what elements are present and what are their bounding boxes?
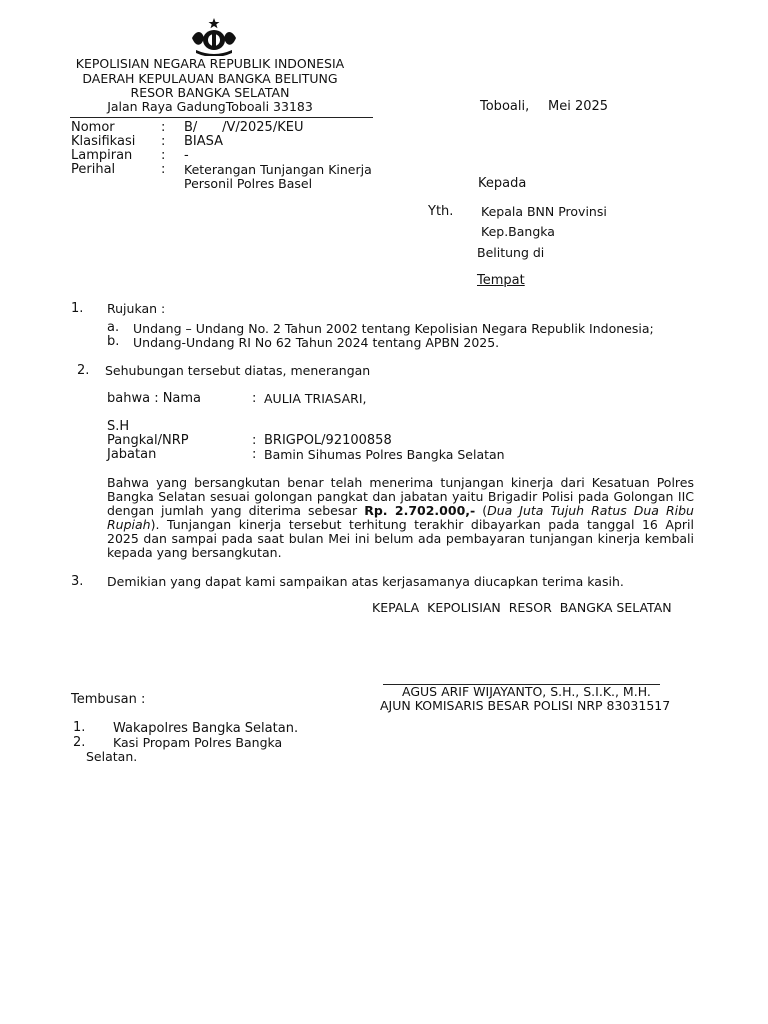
tembusan-item-text: Wakapolres Bangka Selatan.	[113, 721, 299, 736]
name-sep: :	[252, 391, 257, 406]
meta-label-lampiran: Lampiran	[71, 148, 133, 163]
job-label: Jabatan	[107, 447, 157, 462]
section-1-title: Rujukan :	[107, 301, 166, 316]
rank-sep: :	[252, 433, 257, 448]
tembusan-title: Tembusan :	[71, 692, 146, 707]
meta-sep: :	[161, 134, 166, 149]
letterhead-line-4: Jalan Raya GadungToboali 33183	[107, 99, 313, 114]
paragraph-text: Bahwa yang bersangkutan benar telah menerima tunjangan kinerja dari Kesatuan Polres Bangka Selatan sesuai golongan pangkat dan jabatan yaitu Brigadir Polisi pada Golongan IIC dengan jumlah yang diterima sebesar	[107, 475, 694, 518]
section-2-number: 2.	[77, 363, 90, 378]
tempat-label: Tempat	[477, 273, 525, 288]
name-label: bahwa : Nama	[107, 391, 202, 406]
section-1-item-letter: b.	[107, 334, 120, 349]
tembusan-item-text-cont: Selatan.	[86, 749, 138, 764]
rank-label: Pangkal/NRP	[107, 433, 189, 448]
meta-label-perihal: Perihal	[71, 162, 116, 177]
name-value: AULIA TRIASARI,	[264, 391, 367, 406]
police-emblem-icon	[188, 16, 240, 56]
signature-name: AGUS ARIF WIJAYANTO, S.H., S.I.K., M.H.	[402, 684, 651, 699]
section-1-item-text: Undang-Undang RI No 62 Tahun 2024 tentang APBN 2025.	[133, 335, 500, 350]
meta-sep: :	[161, 162, 166, 177]
tembusan-item-number: 2.	[73, 735, 86, 750]
meta-value-klasifikasi: BIASA	[184, 134, 224, 149]
meta-sep: :	[161, 148, 166, 163]
section-2-intro: Sehubungan tersebut diatas, menerangan	[105, 363, 371, 378]
meta-value-perihal: Keterangan Tunjangan Kinerja	[184, 162, 372, 177]
letterhead-line-2: DAERAH KEPULAUAN BANGKA BELITUNG	[82, 71, 338, 86]
date: Mei 2025	[548, 99, 609, 114]
meta-sep: :	[161, 120, 166, 135]
job-value: Bamin Sihumas Polres Bangka Selatan	[264, 447, 505, 462]
signature-rank: AJUN KOMISARIS BESAR POLISI NRP 83031517	[380, 698, 671, 713]
section-3-text: Demikian yang dapat kami sampaikan atas kerjasamanya diucapkan terima kasih.	[107, 574, 624, 589]
tembusan-item-number: 1.	[73, 720, 86, 735]
section-1-item-letter: a.	[107, 320, 120, 335]
meta-label-klasifikasi: Klasifikasi	[71, 134, 136, 149]
kepada-label: Kepada	[478, 176, 527, 191]
letterhead-divider	[70, 117, 373, 118]
amount-words: Dua Juta Tujuh Ratus Dua Ribu Rupiah	[107, 503, 694, 532]
recipient-line-1: Kepala BNN Provinsi	[481, 204, 607, 219]
recipient-line-2: Kep.Bangka	[481, 224, 555, 239]
recipient-line-3: Belitung di	[477, 245, 545, 260]
amount: Rp. 2.702.000,-	[364, 503, 476, 518]
rank-value: BRIGPOL/92100858	[264, 433, 392, 448]
yth-label: Yth.	[428, 204, 454, 219]
section-1-number: 1.	[71, 301, 84, 316]
place: Toboali,	[480, 99, 530, 114]
open-paren: (	[475, 503, 488, 518]
name-value-cont: S.H	[107, 419, 130, 434]
meta-label-nomor: Nomor	[71, 120, 115, 135]
job-sep: :	[252, 447, 257, 462]
section-3-number: 3.	[71, 574, 84, 589]
tembusan-item-text: Kasi Propam Polres Bangka	[113, 735, 283, 750]
meta-value-lampiran: -	[184, 148, 189, 163]
meta-value-perihal-cont: Personil Polres Basel	[184, 176, 313, 191]
section-2-paragraph	[107, 476, 694, 560]
paragraph-text-cont: ). Tunjangan kinerja tersebut terhitung terakhir dibayarkan pada tanggal 16 April 2025 dan sampai pada saat bulan Mei ini belum ada pembayaran tunjangan kinerja kembali kepada yang bersangkutan.	[107, 517, 694, 560]
section-1-item-text: Undang – Undang No. 2 Tahun 2002 tentang Kepolisian Negara Republik Indonesia;	[133, 321, 654, 336]
meta-value-nomor: B/ /V/2025/KEU	[184, 120, 304, 135]
letterhead-line-3: RESOR BANGKA SELATAN	[130, 85, 290, 100]
letterhead-line-1: KEPOLISIAN NEGARA REPUBLIK INDONESIA	[75, 56, 345, 71]
signature-title: KEPALA KEPOLISIAN RESOR BANGKA SELATAN	[372, 600, 672, 615]
